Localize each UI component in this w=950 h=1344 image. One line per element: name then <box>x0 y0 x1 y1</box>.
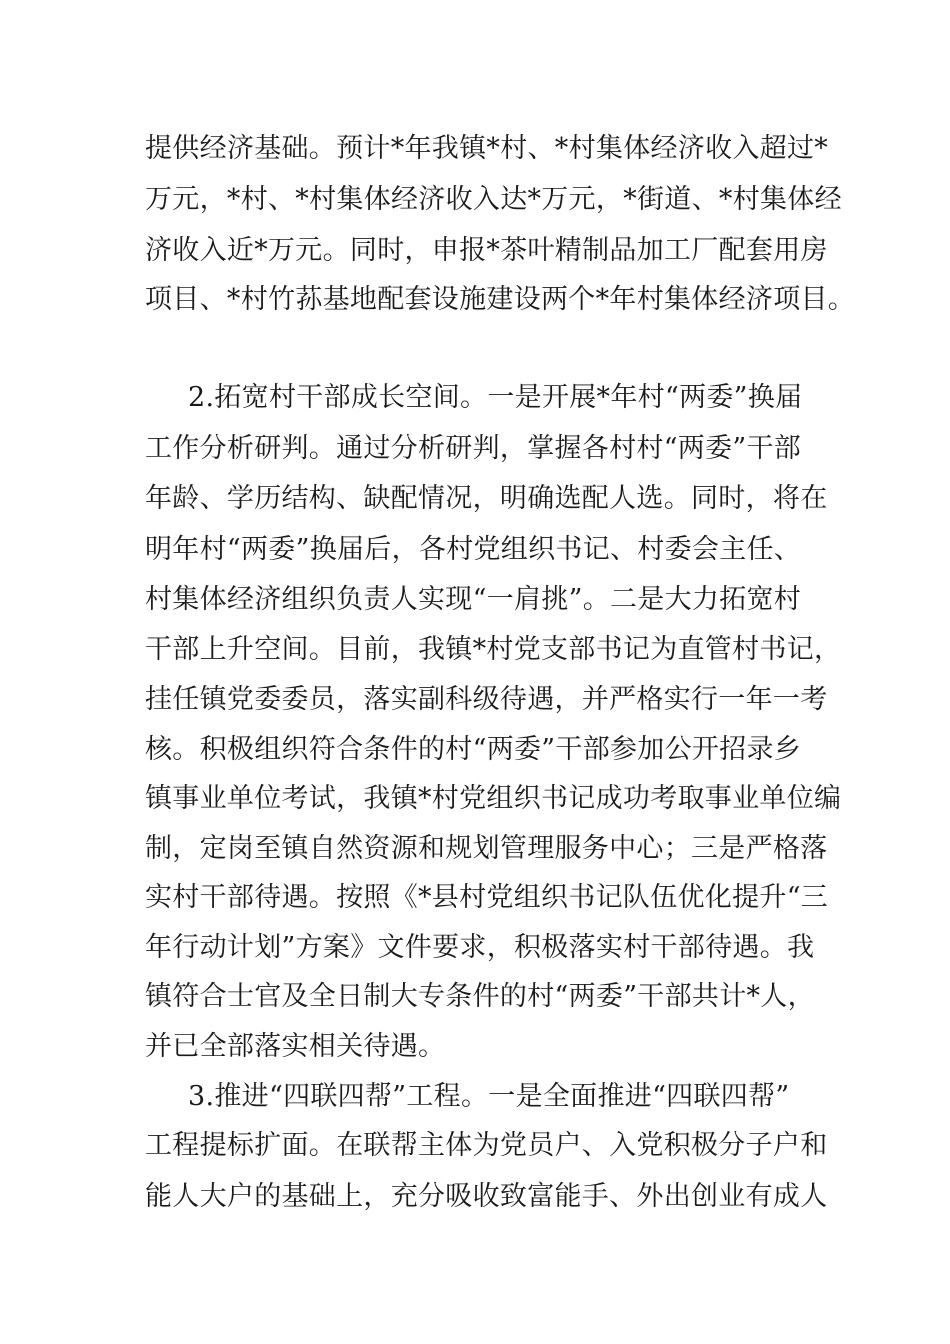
text-line: 万元，*村、*村集体经济收入达*万元，*街道、*村集体经 <box>145 184 842 215</box>
text-line: 提供经济基础。预计*年我镇*村、*村集体经济收入超过* <box>145 133 829 164</box>
text-line: 工作分析研判。通过分析研判，掌握各村村“两委”干部 <box>145 433 802 464</box>
text-line: 干部上升空间。目前，我镇*村党支部书记为直管村书记， <box>145 634 842 665</box>
text-line: 核。积极组织符合条件的村“两委”干部参加公开招录乡 <box>145 734 802 765</box>
text-line: 年龄、学历结构、缺配情况，明确选配人选。同时，将在 <box>145 483 828 514</box>
text-line: 挂任镇党委委员，落实副科级待遇，并严格实行一年一考 <box>145 684 828 715</box>
text-line: 实村干部待遇。按照《*县村党组织书记队伍优化提升“三 <box>145 882 829 913</box>
text-line: 镇符合士官及全日制大专条件的村“两委”干部共计*人， <box>145 981 815 1012</box>
text-line: 项目、*村竹荪基地配套设施建设两个*年村集体经济项目。 <box>145 284 856 315</box>
text-line: 2.拓宽村干部成长空间。一是开展*年村“两委”换届 <box>188 382 803 413</box>
text-line: 村集体经济组织负责人实现“一肩挑”。二是大力拓宽村 <box>145 584 802 615</box>
text-line: 镇事业单位考试，我镇*村党组织书记成功考取事业单位编 <box>145 783 842 814</box>
text-line: 3.推进“四联四帮”工程。一是全面推进“四联四帮” <box>188 1081 790 1112</box>
text-line: 能人大户的基础上，充分吸收致富能手、外出创业有成人 <box>145 1181 828 1212</box>
text-line: 并已全部落实相关待遇。 <box>145 1031 446 1062</box>
text-line: 制，定岗至镇自然资源和规划管理服务中心；三是严格落 <box>145 833 828 864</box>
text-line: 工程提标扩面。在联帮主体为党员户、入党积极分子户和 <box>145 1130 828 1161</box>
text-line: 明年村“两委”换届后，各村党组织书记、村委会主任、 <box>145 534 802 565</box>
text-line: 济收入近*万元。同时，申报*茶叶精制品加工厂配套用房 <box>145 235 828 266</box>
text-line: 年行动计划”方案》文件要求，积极落实村干部待遇。我 <box>145 932 815 963</box>
